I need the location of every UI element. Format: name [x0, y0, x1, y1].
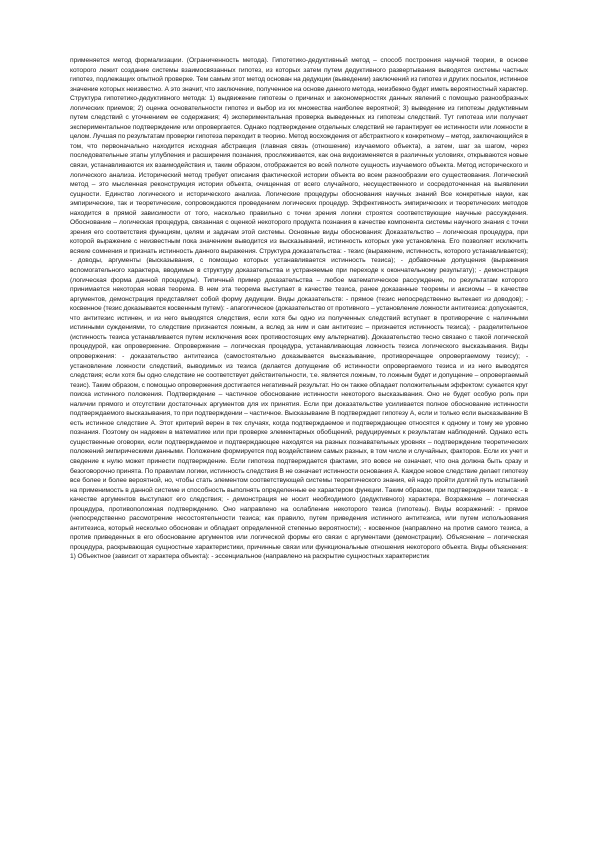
document-page — [70, 56, 528, 836]
body-text: применяется метод формализации. (Ограниченность метода). Гипотетико-дедуктивный метод – способ построения научной теории, в основе которого лежит создание системы взаимосвязанных гипотез, из которых затем путем дедуктивного развертывания выводятся системы частных гипотез, подлежащих опытной проверке. Тем самым этот метод основан на дедукции (выведении) заключений из гипотез и других посылок, истинное значение которых неизвестно. А это значит, что заключение, полученное на основе данного метода, неизбежно будет иметь вероятностный характер. Структура гипотетико-дедуктивного метода: 1) выдвижение гипотезы о причинах и закономерностях данных явлений с помощью разнообразных логических приемов; 2) оценка основательности гипотез и выбор из их множества наиболее вероятной; 3) выведение из гипотезы дедуктивным путем следствий с уточнением ее содержания; 4) экспериментальная проверка выведенных из гипотезы следствий. Тут гипотеза или получает экспериментальное подтверждение или опровергается. Однако подтверждение отдельных следствий не гарантирует ее истинности или ложности в целом. Лучшая по результатам проверки гипотеза переходит в теорию. Метод восхождения от абстрактного к конкретному – метод, заключающийся в том, что первоначально находится исходная абстракция (главная связь (отношение) изучаемого объекта), а затем, шаг за шагом, через последовательные этапы углубления и расширения познания, прослеживается, как она видоизменяется в различных условиях, открываются новые связи, устанавливаются их взаимодействия и, таким образом, отображается во всей полноте сущность изучаемого объекта. Метод исторического и логического анализа. Исторический метод требует описания фактической истории объекта во всем разнообразии его существования. Логический метод – это мысленная реконструкция истории объекта, очищенная от всего случайного, несущественного и сосредоточенная на выявлении сущности. Единство логического и исторического анализа. Логические процедуры обоснования научных знаний Все конкретные науки, как эмпирические, так и теоретические, сопровождаются проведением логических процедур. Эффективность эмпирических и теоретических методов находится в прямой зависимости от того, насколько правильно с точки зрения логики строятся соответствующие научные рассуждения. Обоснование – логическая процедура, связанная с оценкой некоторого продукта познания в качестве компонента системы научного знания с точки зрения его соответствия функциям, целям и задачам этой системы. Основные виды обоснования: Доказательство – логическая процедура, при которой выражение с неизвестным пока значением выводится из высказываний, истинность которых уже установлена. Его позволяет исключить всякие сомнения и признать истинность данного выражения. Структура доказательства: - тезис (выражение, истинность, которого устанавливается); - доводы, аргументы (высказывания, с помощью которых устанавливается истинность тезиса); - добавочные допущения (выражения вспомогательного характера, вводимые в структуру доказательства и устраняемые при переходе к окончательному результату); - демонстрация (логическая форма данной процедуры). Типичный пример доказательства – любое математическое рассуждение, по результатам которого принимается некоторая новая теорема. В нем эта теорема выступает в качестве тезиса, ранее доказанные теоремы и аксиомы – в качестве аргументов, демонстрация представляет собой форму дедукции. Виды доказательств: - прямое (тезис непосредственно вытекает из доводов); - косвенное (тезис доказывается косвенным путем): - апагогическое (доказательство от противного – установление ложности антитезиса: допускается, что антитезис истинен, и из него выводятся следствия, если хотя бы одно из полученных следствий вступает в противоречие с наличными истинными суждениями, то следствие признается ложным, а вслед за ним и сам антитезис – признается истинность тезиса); - разделительное (истинность тезиса устанавливается путем исключения всех противостоящих ему альтернатив). Доказательство тесно связано с такой логической процедурой, как опровержение. Опровержение – логическая процедура, устанавливающая ложность тезиса логического высказывания. Виды опровержения: - доказательство антитезиса (самостоятельно доказывается высказывание, противоречащее опровергаемому тезису); - установление ложности следствий, выводимых из тезиса (делается допущение об истинности опровергаемого тезиса и из него выводятся следствия; если хотя бы одно следствие не соответствует действительности, т.е. является ложным, то ложным будет и допущение – опровергаемый тезис). Таким образом, с помощью опровержения достигается негативный результат. Но он также обладает положительным эффектом: сужается круг поиска истинного положения. Подтверждение – частичное обоснование истинности некоторого высказывания. Оно не будет особую роль при наличии прямого и отсутствии достаточных аргументов для их принятия. Если при доказательстве усиливается полное обоснование истинности подтверждаемого высказывания, то при подтверждении – частичное. Высказывание В подтверждает гипотезу А, если и только если высказывание В есть истинное следствие А. Этот критерий верен в тех случаях, когда подтверждаемое и подтверждающее относятся к одному и тому же уровню познания. Поэтому он надежен в математике или при проверке элементарных обобщений, редуцируемых к результатам наблюдений. Однако есть существенные оговорки, если подтверждаемое и подтверждающее находятся на разных познавательных уровнях – подтверждение теоретических положений эмпирическими данными. Положение формируется под воздействием самых разных, в том числе и случайных, факторов. Если их учет и сведение к нулю может принести подтверждение. Если гипотеза подтверждается фактами, это вовсе не означает, что она должна быть сразу и безоговорочно принята. По правилам логики, истинность следствия В не означает истинности основания А. Каждое новое следствие делает гипотезу все более и более вероятной, но, чтобы стать элементом соответствующей системы теоретического знания, ей надо пройти долгий путь испытаний на применимость в данной системе и способность выполнять определенные ее характером функции. Таким образом, при подтверждении тезиса: - в качестве аргументов выступают его следствия; - демонстрация не носит необходимого (дедуктивного) характера. Возражение – логическая процедура, противоположная подтверждению. Оно направлено на ослабление некоторого тезиса (гипотезы). Виды возражений: - прямое (непосредственно рассмотрение несостоятельности тезиса; как правило, путем приведения истинного антитезиса, или путем использования антитезиса, который несколько обоснован и обладает определенной степенью вероятности); - косвенное (направлено на против самого тезиса, а против приведенных в его обоснование аргументов или логической формы его связи с аргументами (демонстрации). Объяснение – логическая процедура, раскрывающая сущностные характеристики, причинные связи или функциональные отношения некоторого объекта. Виды объяснения: 1) Объектное (зависит от характера объекта): - эссенциальное (направлено на раскрытие сущностных характеристик — [70, 57, 528, 561]
